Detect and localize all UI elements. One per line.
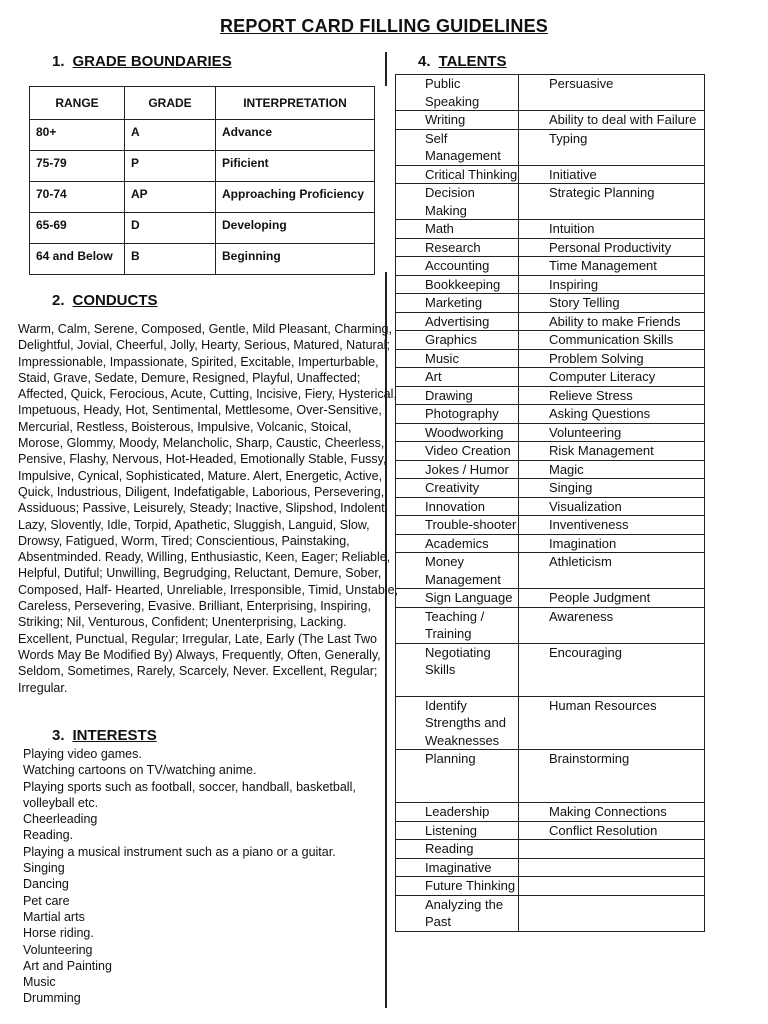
interest-item: Drumming bbox=[23, 991, 81, 1006]
talent-cell-secondary: Time Management bbox=[519, 257, 705, 276]
interest-item: Volunteering bbox=[23, 942, 93, 957]
table-row bbox=[30, 182, 375, 213]
column-divider-top bbox=[385, 52, 387, 86]
talent-cell: Listening bbox=[396, 821, 519, 840]
section-heading-interests bbox=[52, 727, 157, 744]
talent-cell-secondary: Making Connections bbox=[519, 803, 705, 822]
grade-cell: A bbox=[125, 120, 216, 151]
talent-cell: Marketing bbox=[396, 294, 519, 313]
talent-cell-secondary: Communication Skills bbox=[519, 331, 705, 350]
table-row bbox=[396, 589, 705, 608]
interest-item: Horse riding. bbox=[23, 926, 94, 941]
section-heading-conducts bbox=[52, 292, 158, 309]
talent-cell-secondary: Relieve Stress bbox=[519, 386, 705, 405]
talent-cell-secondary: Story Telling bbox=[519, 294, 705, 313]
interest-item: Martial arts bbox=[23, 909, 85, 924]
table-row bbox=[396, 643, 705, 696]
table-row bbox=[396, 821, 705, 840]
talent-cell: Planning bbox=[396, 750, 519, 803]
interpretation-cell: Advance bbox=[216, 120, 375, 151]
table-row bbox=[30, 151, 375, 182]
talent-cell: Self Management bbox=[396, 129, 519, 165]
talent-cell: Research bbox=[396, 238, 519, 257]
talent-cell-secondary: Ability to make Friends bbox=[519, 312, 705, 331]
talent-cell-secondary: Volunteering bbox=[519, 423, 705, 442]
talent-cell: Accounting bbox=[396, 257, 519, 276]
interest-item: Music bbox=[23, 975, 56, 990]
talent-cell-secondary: Inventiveness bbox=[519, 516, 705, 535]
talent-cell-secondary: Personal Productivity bbox=[519, 238, 705, 257]
interest-item: volleyball etc. bbox=[23, 795, 99, 810]
talent-cell-secondary: Conflict Resolution bbox=[519, 821, 705, 840]
table-row bbox=[396, 479, 705, 498]
talent-cell: Woodworking bbox=[396, 423, 519, 442]
table-row bbox=[396, 840, 705, 859]
talent-cell-secondary: Initiative bbox=[519, 165, 705, 184]
interest-item: Watching cartoons on TV/watching anime. bbox=[23, 763, 257, 778]
talent-cell: Academics bbox=[396, 534, 519, 553]
section-label: INTERESTS bbox=[72, 727, 157, 744]
interest-item: Dancing bbox=[23, 877, 69, 892]
table-row bbox=[396, 803, 705, 822]
talent-cell: Negotiating Skills bbox=[396, 643, 519, 696]
talent-cell-secondary: Computer Literacy bbox=[519, 368, 705, 387]
grade-cell: D bbox=[125, 213, 216, 244]
table-row bbox=[396, 257, 705, 276]
table-row bbox=[396, 460, 705, 479]
range-cell: 70-74 bbox=[30, 182, 125, 213]
interpretation-cell: Beginning bbox=[216, 244, 375, 275]
talents-table bbox=[395, 74, 705, 932]
talent-cell: Future Thinking bbox=[396, 877, 519, 896]
interest-item: Playing sports such as football, soccer, handball, basketball, bbox=[23, 779, 356, 794]
table-row bbox=[396, 696, 705, 750]
talent-cell-secondary: Visualization bbox=[519, 497, 705, 516]
table-row bbox=[30, 244, 375, 275]
interest-item: Art and Painting bbox=[23, 958, 112, 973]
talent-cell: Music bbox=[396, 349, 519, 368]
talent-cell-secondary: Imagination bbox=[519, 534, 705, 553]
table-row bbox=[396, 607, 705, 643]
talent-cell-secondary bbox=[519, 840, 705, 859]
talent-cell-secondary: Encouraging bbox=[519, 643, 705, 696]
column-header: INTERPRETATION bbox=[216, 87, 375, 120]
interest-item: Cheerleading bbox=[23, 812, 98, 827]
talent-cell-secondary bbox=[519, 858, 705, 877]
section-heading-talents bbox=[418, 53, 507, 70]
talent-cell: Graphics bbox=[396, 331, 519, 350]
talent-cell: Teaching / Training bbox=[396, 607, 519, 643]
section-label: CONDUCTS bbox=[72, 292, 158, 309]
table-row bbox=[396, 386, 705, 405]
section-number: 3. bbox=[52, 727, 65, 744]
talent-cell: Leadership bbox=[396, 803, 519, 822]
table-row bbox=[396, 497, 705, 516]
table-row bbox=[396, 516, 705, 535]
talent-cell-secondary: Strategic Planning bbox=[519, 184, 705, 220]
talent-cell-secondary: Asking Questions bbox=[519, 405, 705, 424]
talent-cell-secondary: Intuition bbox=[519, 220, 705, 239]
section-label: GRADE BOUNDARIES bbox=[72, 53, 232, 70]
talent-cell-secondary: Risk Management bbox=[519, 442, 705, 461]
talent-cell: Photography bbox=[396, 405, 519, 424]
talent-cell: Writing bbox=[396, 111, 519, 130]
table-row bbox=[396, 312, 705, 331]
table-row bbox=[396, 165, 705, 184]
interpretation-cell: Approaching Proficiency bbox=[216, 182, 375, 213]
table-row bbox=[396, 238, 705, 257]
table-row bbox=[396, 294, 705, 313]
talent-cell: Math bbox=[396, 220, 519, 239]
table-row bbox=[396, 877, 705, 896]
table-row bbox=[396, 331, 705, 350]
range-cell: 64 and Below bbox=[30, 244, 125, 275]
talent-cell: Art bbox=[396, 368, 519, 387]
column-header: GRADE bbox=[125, 87, 216, 120]
interests-list bbox=[23, 746, 378, 1007]
table-row bbox=[396, 750, 705, 803]
talent-cell: Money Management bbox=[396, 553, 519, 589]
interest-item: Singing bbox=[23, 861, 65, 876]
talent-cell: Decision Making bbox=[396, 184, 519, 220]
talent-cell-secondary: Ability to deal with Failure bbox=[519, 111, 705, 130]
talent-cell-secondary: People Judgment bbox=[519, 589, 705, 608]
interpretation-cell: Developing bbox=[216, 213, 375, 244]
table-row bbox=[396, 368, 705, 387]
table-row bbox=[30, 213, 375, 244]
section-number: 4. bbox=[418, 53, 431, 70]
grade-boundaries-table bbox=[29, 86, 375, 275]
talent-cell: Public Speaking bbox=[396, 75, 519, 111]
talent-cell-secondary: Singing bbox=[519, 479, 705, 498]
range-cell: 80+ bbox=[30, 120, 125, 151]
table-row bbox=[396, 442, 705, 461]
talent-cell: Identify Strengths and Weaknesses bbox=[396, 696, 519, 750]
table-row bbox=[396, 534, 705, 553]
talent-cell: Sign Language bbox=[396, 589, 519, 608]
talent-cell-secondary: Typing bbox=[519, 129, 705, 165]
talent-cell-secondary: Awareness bbox=[519, 607, 705, 643]
range-cell: 65-69 bbox=[30, 213, 125, 244]
table-row bbox=[396, 111, 705, 130]
interest-item: Pet care bbox=[23, 893, 70, 908]
talent-cell: Jokes / Humor bbox=[396, 460, 519, 479]
talent-cell: Reading bbox=[396, 840, 519, 859]
range-cell: 75-79 bbox=[30, 151, 125, 182]
table-row bbox=[396, 220, 705, 239]
conducts-paragraph: Warm, Calm, Serene, Composed, Gentle, Mild Pleasant, Charming, Delightful, Jovial, Cheerful, Jolly, Hearty, Serious, Matured, Natural; Impressionable, Impassionate, Spirited, Excitable, Imperturbable, Staid, Grave, Sedate, Demure, Resigned, Playful, Unaffected; Affected, Quick, Ferocious, Acute, Cutting, Incisive, Fiery, Hysterical, Impetuous, Heady, Hot, Sentimental, Mettlesome, Over-Sensitive, Mercurial, Restless, Boisterous, Impulsive, Volcanic, Stoical, Morose, Glommy, Moody, Melancholic, Sharp, Caustic, Cheerless, Pensive, Flashy, Nervous, Hot-Headed, Emotionally Stable, Fussy, Impulsive, Cynical, Sophisticated, Mature. Alert, Energetic, Active, Quick, Industrious, Diligent, Indefatigable, Laborious, Persevering, Assiduous; Passive, Leisurely, Steady; Inactive, Slipshod, Indolent, Lazy, Slovently, Idle, Torpid, Apathetic, Sluggish, Languid, Slow, Drowsy, Fatigued, Worm, Tired; Conscientious, Painstaking, Absentminded. Ready, Willing, Enthusiastic, Keen, Eager; Reliable, Helpful, Dutiful; Unwilling, Begrudging, Reluctant, Demure, Sober, Composed, Half- Hearted, Unreliable, Irresponsible, Timid, Unstable, Careless, Persevering, Evasive. Brilliant, Enterprising, Inspiring, Striking; Nil, Venturous, Confident; Unenterprising, Lacking. Excellent, Punctual, Regular; Irregular, Late, Early (The Last Two Words May Be Modified By) Always, Frequently, Often, Generally, Seldom, Sometimes, Rarely, Scarcely, Never. Excellent, Regular; Irregular. bbox=[18, 322, 399, 695]
interest-item: Playing video games. bbox=[23, 747, 142, 761]
talent-cell-secondary: Brainstorming bbox=[519, 750, 705, 803]
talent-cell: Analyzing the Past bbox=[396, 895, 519, 931]
talent-cell: Imaginative bbox=[396, 858, 519, 877]
interpretation-cell: Pificient bbox=[216, 151, 375, 182]
talent-cell: Trouble-shooter bbox=[396, 516, 519, 535]
table-row bbox=[396, 75, 705, 111]
table-row bbox=[396, 349, 705, 368]
talent-cell: Innovation bbox=[396, 497, 519, 516]
section-number: 1. bbox=[52, 53, 65, 70]
grade-cell: AP bbox=[125, 182, 216, 213]
section-heading-grade-boundaries bbox=[52, 53, 232, 70]
section-label: TALENTS bbox=[438, 53, 507, 70]
table-row bbox=[396, 895, 705, 931]
talent-cell-secondary: Persuasive bbox=[519, 75, 705, 111]
talent-cell: Creativity bbox=[396, 479, 519, 498]
talent-cell: Drawing bbox=[396, 386, 519, 405]
talent-cell-secondary bbox=[519, 877, 705, 896]
section-number: 2. bbox=[52, 292, 65, 309]
table-row bbox=[396, 858, 705, 877]
interest-item: Playing a musical instrument such as a piano or a guitar. bbox=[23, 844, 336, 859]
table-row bbox=[396, 423, 705, 442]
table-header-row bbox=[30, 87, 375, 120]
column-header: RANGE bbox=[30, 87, 125, 120]
talent-cell-secondary: Magic bbox=[519, 460, 705, 479]
table-row bbox=[396, 184, 705, 220]
table-row bbox=[396, 129, 705, 165]
table-row bbox=[30, 120, 375, 151]
talent-cell-secondary: Problem Solving bbox=[519, 349, 705, 368]
grade-cell: B bbox=[125, 244, 216, 275]
page-title: REPORT CARD FILLING GUIDELINES bbox=[219, 16, 548, 36]
grade-cell: P bbox=[125, 151, 216, 182]
table-row bbox=[396, 275, 705, 294]
talent-cell: Video Creation bbox=[396, 442, 519, 461]
talent-cell: Critical Thinking bbox=[396, 165, 519, 184]
talent-cell-secondary: Human Resources bbox=[519, 696, 705, 750]
talent-cell-secondary: Inspiring bbox=[519, 275, 705, 294]
table-row bbox=[396, 405, 705, 424]
talent-cell-secondary bbox=[519, 895, 705, 931]
talent-cell: Advertising bbox=[396, 312, 519, 331]
talent-cell: Bookkeeping bbox=[396, 275, 519, 294]
table-row bbox=[396, 553, 705, 589]
interest-item: Reading. bbox=[23, 828, 74, 843]
talent-cell-secondary: Athleticism bbox=[519, 553, 705, 589]
